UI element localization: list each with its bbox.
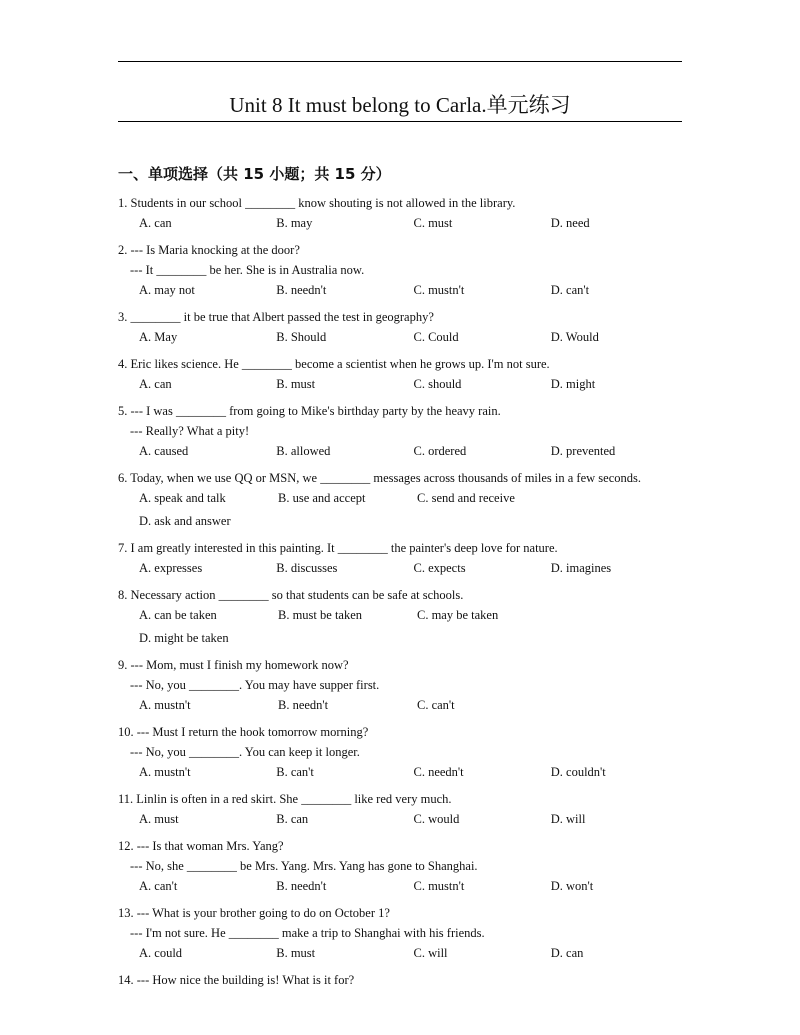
answer-option: D. can't [550, 283, 590, 297]
answer-option: A. can [139, 377, 172, 391]
answer-option: C. must [413, 216, 453, 230]
answer-option: B. Should [276, 330, 327, 344]
answer-options [118, 809, 688, 829]
question-item [118, 585, 688, 648]
question-item [118, 970, 688, 990]
top-rule [118, 61, 682, 62]
answer-option: C. would [413, 812, 460, 826]
question-stem: 10. --- Must I return the hook tomorrow morning? [118, 725, 369, 739]
answer-options [118, 605, 688, 648]
answer-options [118, 374, 688, 394]
question-stem: 8. Necessary action ________ so that students can be safe at schools. [118, 588, 464, 602]
question-stem: 4. Eric likes science. He ________ become a scientist when he grows up. I'm not sure. [118, 357, 550, 371]
question-stem: 5. --- I was ________ from going to Mike's birthday party by the heavy rain. [118, 404, 501, 418]
answer-options [118, 695, 688, 715]
answer-option: A. speak and talk [139, 491, 226, 505]
question-dialogue-line: --- I'm not sure. He ________ make a trip to Shanghai with his friends. [130, 926, 485, 940]
answer-option: D. might be taken [139, 631, 229, 645]
question-item [118, 836, 688, 896]
question-dialogue-line: --- It ________ be her. She is in Australia now. [130, 263, 365, 277]
answer-option: C. mustn't [413, 283, 465, 297]
answer-options [118, 876, 688, 896]
question-item [118, 401, 688, 461]
question-dialogue-line: --- No, she ________ be Mrs. Yang. Mrs. Yang has gone to Shanghai. [130, 859, 478, 873]
answer-option: C. will [413, 946, 448, 960]
question-item [118, 307, 688, 347]
question-dialogue-line: --- Really? What a pity! [130, 424, 250, 438]
question-item [118, 354, 688, 394]
question-dialogue-line: --- No, you ________. You may have supper first. [130, 678, 380, 692]
question-dialogue-line: --- No, you ________. You can keep it longer. [130, 745, 360, 759]
answer-option: B. discusses [276, 561, 338, 575]
answer-option: C. needn't [413, 765, 464, 779]
answer-option: A. could [139, 946, 183, 960]
question-item [118, 240, 688, 300]
answer-option: B. must [276, 946, 316, 960]
question-item [118, 789, 688, 829]
question-item [118, 468, 688, 531]
answer-options [118, 943, 688, 963]
answer-option: D. will [550, 812, 586, 826]
answer-option: D. might [550, 377, 596, 391]
answer-option: D. imagines [550, 561, 612, 575]
answer-option: B. can [276, 812, 309, 826]
answer-option: D. can [550, 946, 584, 960]
answer-option: A. caused [139, 444, 189, 458]
answer-options [118, 327, 688, 347]
question-stem: 12. --- Is that woman Mrs. Yang? [118, 839, 284, 853]
question-stem: 6. Today, when we use QQ or MSN, we ________ messages across thousands of miles in a few seconds. [118, 471, 641, 485]
answer-option: A. must [139, 812, 179, 826]
question-item [118, 722, 688, 782]
answer-option: D. won't [550, 879, 594, 893]
question-list [118, 193, 688, 997]
question-stem: 7. I am greatly interested in this painting. It ________ the painter's deep love for nature. [118, 541, 558, 555]
page-title: Unit 8 It must belong to Carla.单元练习 [229, 93, 571, 117]
section-heading: 一、单项选择（共 15 小题；共 15 分） [118, 165, 391, 183]
answer-option: B. must be taken [278, 608, 363, 622]
answer-option: D. ask and answer [139, 514, 231, 528]
question-stem: 9. --- Mom, must I finish my homework now? [118, 658, 349, 672]
question-item [118, 193, 688, 233]
answer-option: C. can't [417, 698, 455, 712]
answer-option: C. may be taken [417, 608, 499, 622]
answer-options [118, 441, 688, 461]
question-stem: 1. Students in our school ________ know shouting is not allowed in the library. [118, 196, 516, 210]
answer-option: D. need [550, 216, 590, 230]
question-stem: 14. --- How nice the building is! What is it for? [118, 973, 355, 987]
answer-option: A. can [139, 216, 172, 230]
question-stem: 3. ________ it be true that Albert passed the test in geography? [118, 310, 434, 324]
answer-option: A. can be taken [139, 608, 217, 622]
question-item [118, 655, 688, 715]
answer-option: D. Would [550, 330, 599, 344]
answer-option: C. ordered [413, 444, 467, 458]
answer-option: C. expects [413, 561, 466, 575]
answer-options [118, 488, 688, 531]
answer-option: A. mustn't [139, 698, 191, 712]
answer-option: B. may [276, 216, 313, 230]
answer-option: B. allowed [276, 444, 331, 458]
question-stem: 13. --- What is your brother going to do on October 1? [118, 906, 390, 920]
answer-option: D. prevented [550, 444, 616, 458]
answer-options [118, 762, 688, 782]
answer-option: B. needn't [276, 879, 327, 893]
answer-option: B. needn't [278, 698, 329, 712]
answer-option: B. can't [276, 765, 314, 779]
question-stem: 2. --- Is Maria knocking at the door? [118, 243, 300, 257]
answer-option: A. mustn't [139, 765, 191, 779]
answer-options [118, 213, 688, 233]
answer-option: A. can't [139, 879, 178, 893]
answer-option: C. Could [413, 330, 459, 344]
answer-option: A. may not [139, 283, 195, 297]
answer-option: B. needn't [276, 283, 327, 297]
answer-options [118, 280, 688, 300]
title-underline [118, 121, 682, 122]
question-stem: 11. Linlin is often in a red skirt. She ________ like red very much. [118, 792, 452, 806]
answer-option: C. send and receive [417, 491, 515, 505]
answer-option: C. should [413, 377, 462, 391]
answer-options [118, 558, 688, 578]
answer-option: A. expresses [139, 561, 203, 575]
question-item [118, 903, 688, 963]
answer-option: D. couldn't [550, 765, 606, 779]
question-item [118, 538, 688, 578]
answer-option: B. must [276, 377, 316, 391]
answer-option: C. mustn't [413, 879, 465, 893]
answer-option: A. May [139, 330, 178, 344]
answer-option: B. use and accept [278, 491, 366, 505]
